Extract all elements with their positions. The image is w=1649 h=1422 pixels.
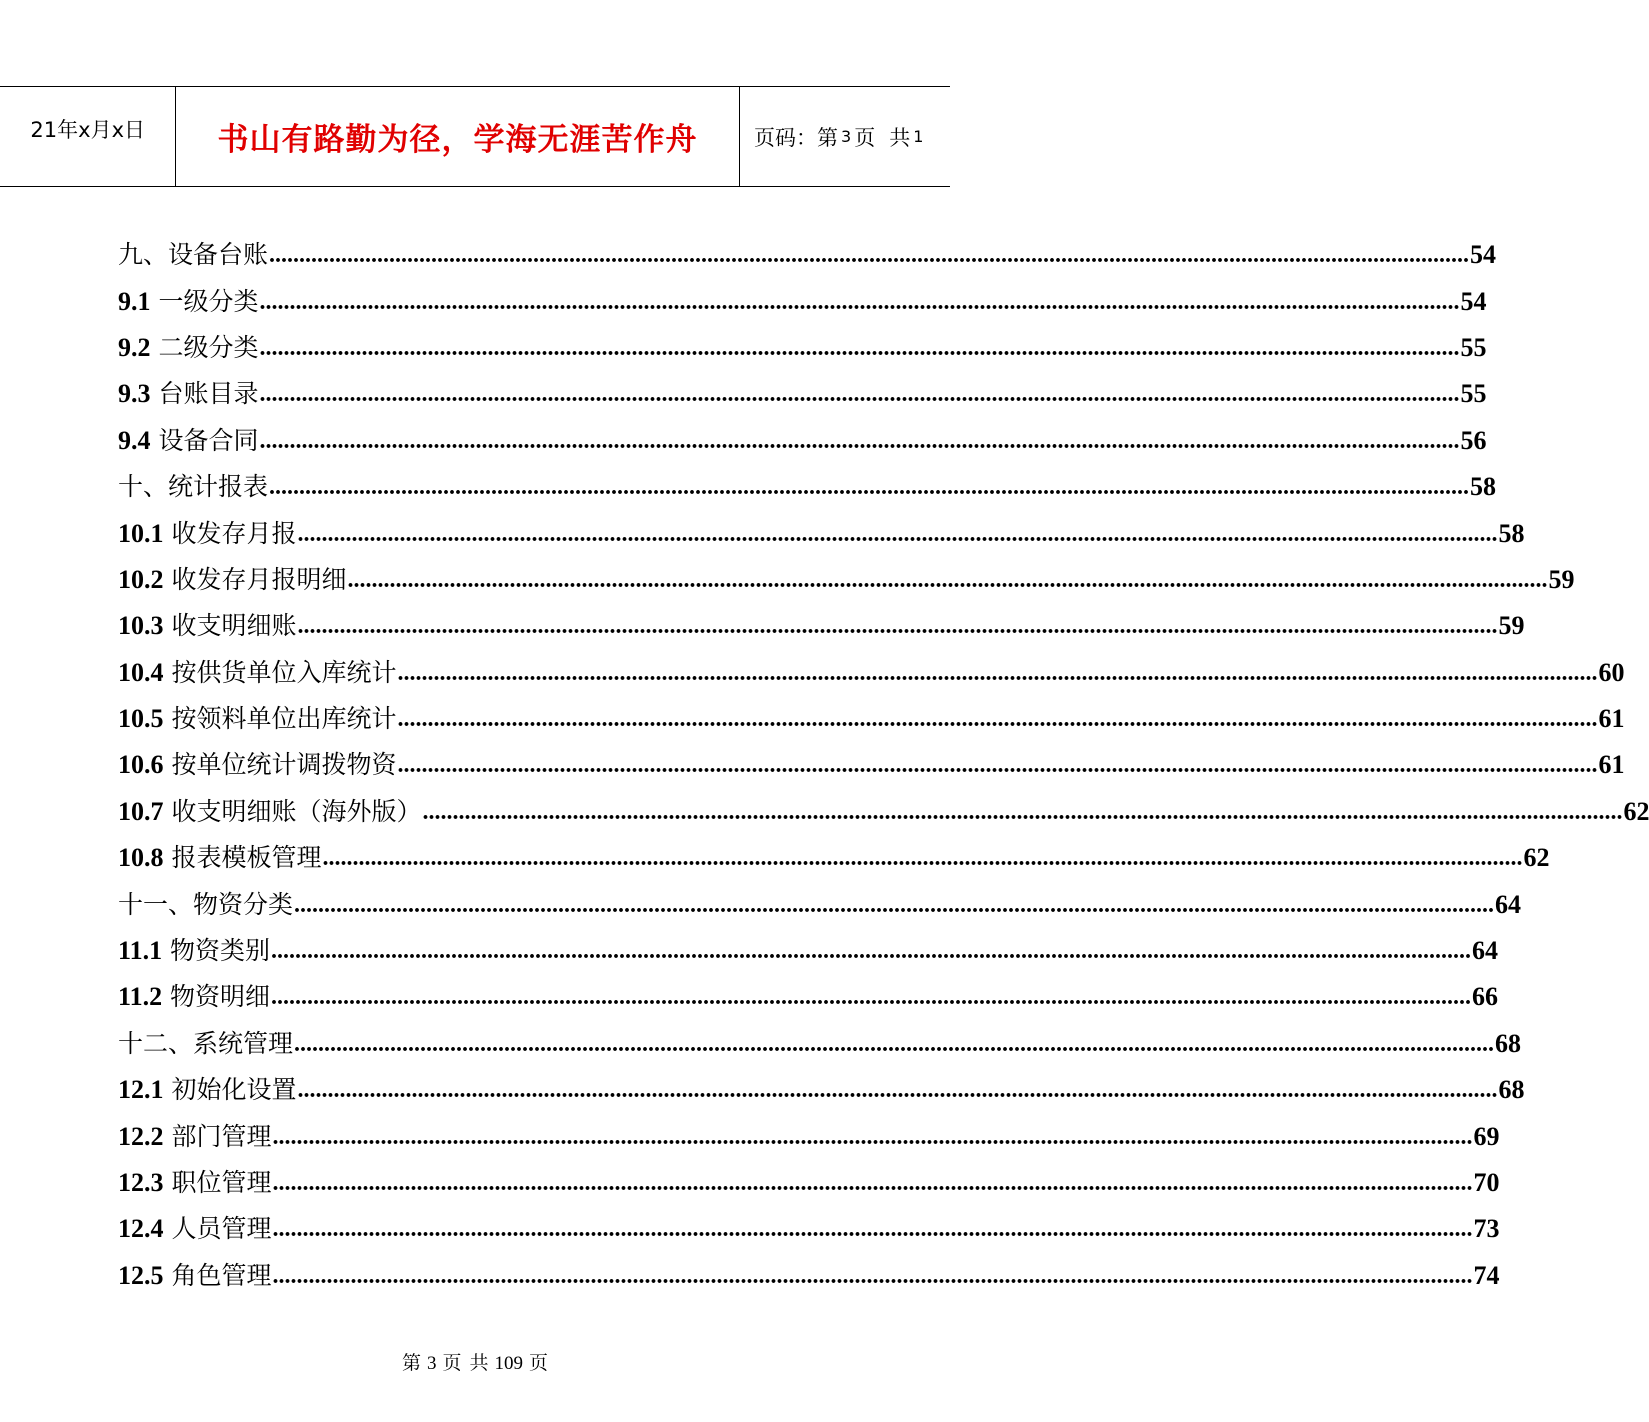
toc-entry-number: 10.7 (118, 796, 164, 826)
header-date-cell (0, 87, 176, 186)
toc-dot-leader: ........................................................................................................................................................................................................ (347, 566, 1548, 593)
header-page-suffix: 页 (854, 125, 876, 150)
toc-entry-number: 10.3 (118, 611, 164, 641)
toc-entry-label (118, 371, 258, 417)
toc-dot-leader: ........................................................................................................................................................................................................ (297, 1077, 1498, 1104)
toc-entry[interactable] (118, 650, 1625, 696)
toc-entry-page: 61 (1598, 750, 1625, 780)
toc-entry-page: 66 (1472, 982, 1499, 1012)
toc-entry-page: 59 (1498, 611, 1525, 641)
toc-entry-title: 报表模板管理 (171, 843, 322, 873)
toc-entry-title: 收发存月报 (171, 518, 297, 548)
toc-entry[interactable] (118, 974, 1499, 1020)
toc-entry[interactable] (118, 742, 1625, 788)
toc-entry-label (118, 418, 258, 464)
toc-entry[interactable] (118, 232, 1497, 278)
toc-entry-title: 收支明细账（海外版） (171, 796, 422, 826)
toc-entry-page: 58 (1470, 472, 1497, 502)
toc-entry[interactable] (118, 1206, 1500, 1252)
footer-suffix: 页 (529, 1352, 549, 1374)
toc-entry-number: 10.1 (118, 518, 164, 548)
toc-entry[interactable] (118, 278, 1487, 324)
toc-dot-leader: ........................................................................................................................................................................................................ (294, 891, 1495, 918)
toc-entry-label (118, 974, 270, 1020)
toc-entry[interactable] (118, 835, 1550, 881)
toc-entry-title: 角色管理 (171, 1260, 272, 1290)
toc-entry-page: 73 (1473, 1214, 1500, 1244)
toc-entry-page: 61 (1598, 704, 1625, 734)
toc-entry-label (118, 742, 396, 788)
toc-dot-leader: ........................................................................................................................................................................................................ (272, 1170, 1473, 1196)
toc-entry-title: 部门管理 (171, 1121, 272, 1151)
toc-entry[interactable] (118, 325, 1487, 371)
toc-entry[interactable] (118, 1021, 1522, 1067)
footer-middle: 页 (442, 1352, 462, 1374)
toc-entry-page: 74 (1473, 1260, 1500, 1290)
toc-entry-label (118, 1021, 293, 1067)
toc-entry[interactable] (118, 789, 1649, 835)
toc-entry-label (118, 835, 321, 881)
toc-entry-title: 九、设备台账 (118, 240, 269, 270)
header-page-prefix: 页码：第 (754, 125, 838, 150)
toc-dot-leader: ........................................................................................................................................................................................................ (259, 381, 1460, 408)
toc-dot-leader: ........................................................................................................................................................................................................ (259, 288, 1460, 315)
toc-dot-leader: ........................................................................................................................................................................................................ (272, 1262, 1473, 1289)
toc-entry[interactable] (118, 696, 1625, 742)
toc-entry-page: 55 (1460, 379, 1487, 409)
toc-dot-leader: ........................................................................................................................................................................................................ (397, 659, 1598, 686)
header-date: 21年x月x日 (30, 117, 145, 142)
toc-entry-label (118, 696, 396, 742)
header-total-partial: 1 (913, 127, 924, 146)
toc-entry-number: 12.5 (118, 1260, 164, 1290)
toc-entry[interactable] (118, 1067, 1525, 1113)
footer-prefix: 第 (401, 1352, 421, 1374)
toc-entry-number: 9.1 (118, 286, 151, 316)
toc-entry-title: 收发存月报明细 (171, 564, 347, 594)
toc-dot-leader: ........................................................................................................................................................................................................ (271, 984, 1472, 1011)
toc-entry-label (118, 789, 421, 835)
toc-entry-label (118, 882, 293, 928)
toc-entry-label (118, 325, 258, 371)
toc-entry-title: 十一、物资分类 (118, 889, 294, 919)
toc-dot-leader: ........................................................................................................................................................................................................ (269, 474, 1470, 501)
page-footer (0, 1348, 950, 1375)
toc-dot-leader: ........................................................................................................................................................................................................ (422, 798, 1623, 825)
toc-entry-label (118, 650, 396, 696)
toc-entry-page: 59 (1548, 564, 1575, 594)
toc-entry-page: 62 (1623, 796, 1649, 826)
toc-entry-title: 人员管理 (171, 1214, 272, 1244)
toc-entry[interactable] (118, 557, 1575, 603)
toc-entry-number: 11.2 (118, 982, 163, 1012)
toc-entry-title: 物资类别 (170, 936, 271, 966)
toc-entry-label (118, 464, 268, 510)
toc-entry-title: 二级分类 (158, 332, 259, 362)
toc-dot-leader: ........................................................................................................................................................................................................ (271, 938, 1472, 965)
toc-dot-leader: ........................................................................................................................................................................................................ (397, 752, 1598, 779)
toc-entry-number: 12.1 (118, 1075, 164, 1105)
header-motto-cell (176, 87, 740, 186)
toc-entry-label (118, 1067, 296, 1113)
toc-entry-title: 台账目录 (158, 379, 259, 409)
toc-entry-label (118, 1114, 271, 1160)
toc-entry-number: 12.2 (118, 1121, 164, 1151)
toc-entry-title: 十二、系统管理 (118, 1028, 294, 1058)
toc-entry-title: 按供货单位入库统计 (171, 657, 397, 687)
toc-entry[interactable] (118, 928, 1499, 974)
toc-dot-leader: ........................................................................................................................................................................................................ (272, 1216, 1473, 1243)
toc-entry-number: 10.5 (118, 704, 164, 734)
toc-entry[interactable] (118, 371, 1487, 417)
toc-entry-page: 68 (1498, 1075, 1525, 1105)
toc-entry[interactable] (118, 1160, 1500, 1206)
toc-entry-number: 10.8 (118, 843, 164, 873)
toc-dot-leader: ........................................................................................................................................................................................................ (322, 845, 1523, 872)
toc-entry-page: 58 (1498, 518, 1525, 548)
toc-entry-title: 收支明细账 (171, 611, 297, 641)
toc-entry-page: 62 (1523, 843, 1550, 873)
header-motto: 书山有路勤为径，学海无涯苦作舟 (217, 122, 698, 158)
toc-entry-title: 设备合同 (158, 425, 259, 455)
toc-entry-page: 54 (1460, 286, 1487, 316)
toc-entry-page: 56 (1460, 425, 1487, 455)
toc-dot-leader: ........................................................................................................................................................................................................ (297, 520, 1498, 547)
header-page-cell (740, 87, 950, 186)
toc-entry-number: 12.3 (118, 1168, 164, 1197)
header-total-prefix: 共 (889, 125, 911, 150)
toc-entry-page: 70 (1473, 1168, 1500, 1197)
toc-entry-label (118, 279, 258, 325)
toc-entry[interactable] (118, 510, 1525, 556)
toc-entry-title: 按单位统计调拨物资 (171, 750, 397, 780)
toc-entry[interactable] (118, 881, 1522, 927)
footer-total-word: 共 (469, 1352, 489, 1374)
toc-entry-label (118, 557, 346, 603)
toc-entry-page: 60 (1598, 657, 1625, 687)
toc-dot-leader: ........................................................................................................................................................................................................ (272, 1123, 1473, 1150)
toc-entry-number: 9.2 (118, 332, 151, 362)
toc-entry-page: 69 (1473, 1121, 1500, 1151)
toc-entry-label (118, 511, 296, 557)
toc-entry-label (118, 928, 270, 974)
toc-entry-label (118, 1253, 271, 1299)
table-of-contents (118, 232, 1649, 1299)
toc-entry-number: 9.3 (118, 379, 151, 409)
toc-entry[interactable] (118, 464, 1497, 510)
toc-entry[interactable] (118, 603, 1525, 649)
toc-entry-label (118, 232, 268, 278)
toc-entry-title: 职位管理 (171, 1168, 272, 1197)
toc-entry-number: 11.1 (118, 936, 163, 966)
toc-entry-label (118, 603, 296, 649)
toc-dot-leader: ........................................................................................................................................................................................................ (259, 334, 1460, 361)
toc-dot-leader: ........................................................................................................................................................................................................ (397, 706, 1598, 733)
toc-entry-page: 64 (1472, 936, 1499, 966)
toc-entry-label (118, 1160, 271, 1206)
toc-entry-page: 54 (1470, 240, 1497, 270)
toc-entry-title: 初始化设置 (171, 1075, 297, 1105)
toc-entry-title: 物资明细 (170, 982, 271, 1012)
footer-current-page: 3 (426, 1353, 437, 1374)
toc-entry-label (118, 1206, 271, 1252)
toc-entry-page: 55 (1460, 332, 1487, 362)
toc-entry-number: 10.4 (118, 657, 164, 687)
toc-entry-title: 一级分类 (158, 286, 259, 316)
toc-entry-title: 按领料单位出库统计 (171, 704, 397, 734)
toc-dot-leader: ........................................................................................................................................................................................................ (297, 613, 1498, 640)
toc-entry-number: 10.6 (118, 750, 164, 780)
footer-total-pages: 109 (494, 1353, 524, 1374)
header-page-number: 3 (841, 127, 852, 146)
toc-entry[interactable] (118, 1113, 1500, 1159)
toc-dot-leader: ........................................................................................................................................................................................................ (269, 242, 1470, 269)
toc-entry-page: 64 (1495, 889, 1522, 919)
toc-entry-number: 9.4 (118, 425, 151, 455)
toc-entry[interactable] (118, 418, 1487, 464)
page-header (0, 86, 950, 187)
toc-entry-title: 十、统计报表 (118, 472, 269, 502)
toc-entry-number: 10.2 (118, 564, 164, 594)
toc-entry-page: 68 (1495, 1028, 1522, 1058)
toc-entry[interactable] (118, 1253, 1500, 1299)
toc-entry-number: 12.4 (118, 1214, 164, 1244)
toc-dot-leader: ........................................................................................................................................................................................................ (294, 1030, 1495, 1057)
toc-dot-leader: ........................................................................................................................................................................................................ (259, 427, 1460, 454)
